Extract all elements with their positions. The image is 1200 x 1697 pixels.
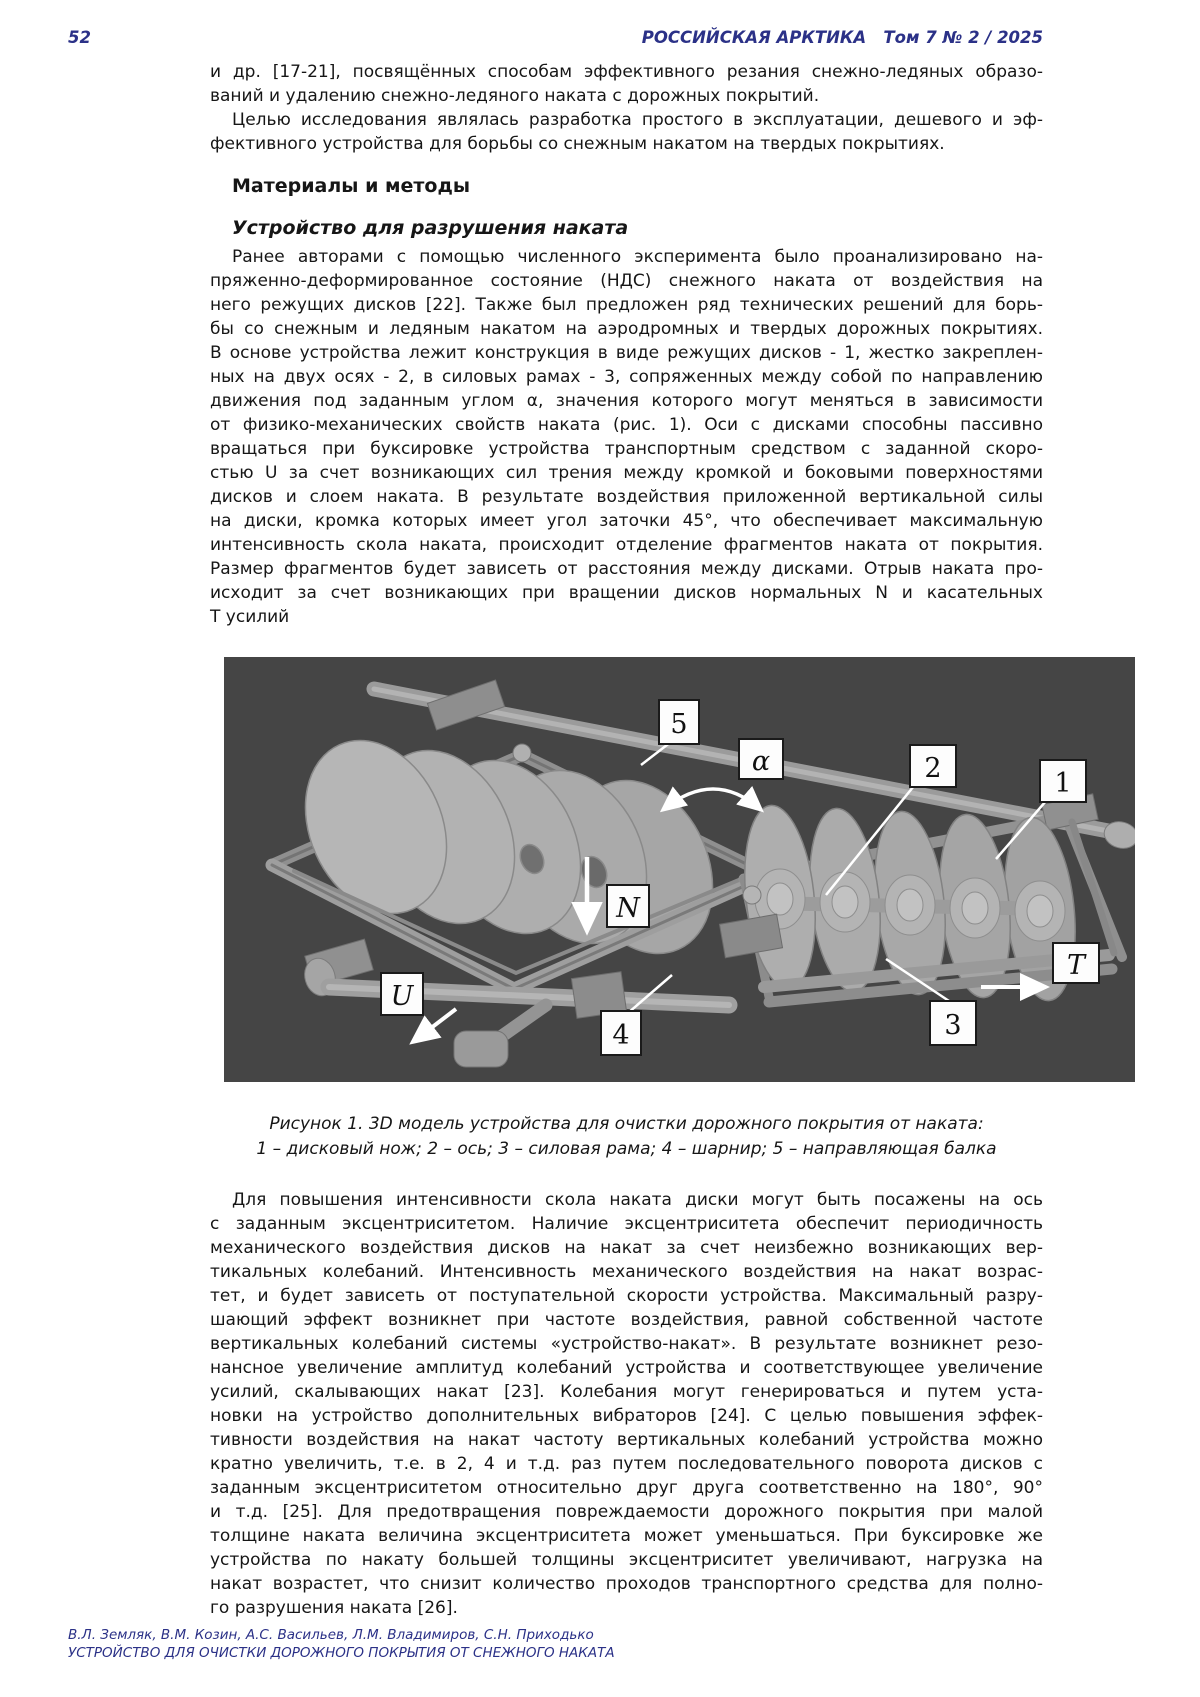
text-line: нансное увеличение амплитуд колебаний устройства и соответствующее увеличение	[210, 1358, 1043, 1378]
figure-3d-model	[224, 657, 1135, 1082]
article-body	[210, 60, 1086, 1620]
text-line: вертикальных колебаний системы «устройство-накат». В результате возникнет резо-	[210, 1334, 1043, 1354]
svg-text:N: N	[616, 893, 640, 924]
label-beam-5	[659, 700, 699, 744]
label-alpha	[739, 739, 783, 779]
svg-text:5: 5	[670, 709, 688, 740]
footer-article-title: УСТРОЙСТВО ДЛЯ ОЧИСТКИ ДОРОЖНОГО ПОКРЫТИЯ ОТ СНЕЖНОГО НАКАТА	[68, 1645, 615, 1661]
text-line: дисков и слоем наката. В результате воздействия приложенной вертикальной силы	[210, 487, 1043, 507]
text-line: устройства по накату большей толщины эксцентриситет увеличивают, нагрузка на	[210, 1550, 1043, 1570]
figure-caption-line1: Рисунок 1. 3D модель устройства для очистки дорожного покрытия от наката:	[269, 1114, 984, 1134]
text-line: ваний и удалению снежно-ледяного наката с дорожных покрытий.	[210, 86, 820, 106]
text-line: движения под заданным углом α, значения которого могут меняться в зависимости	[210, 391, 1043, 411]
svg-text:1: 1	[1054, 768, 1072, 799]
svg-text:2: 2	[924, 753, 942, 784]
figure-caption-line2: 1 – дисковый нож; 2 – ось; 3 – силовая рама; 4 – шарнир; 5 – направляющая балка	[256, 1139, 997, 1159]
label-hinge-4	[601, 1011, 641, 1055]
text-line: Т усилий	[210, 607, 290, 627]
text-line: на диски, кромка которых имеет угол заточки 45°, что обеспечивает максимальную	[210, 511, 1043, 531]
text-line: и др. [17-21], посвящённых способам эффективного резания снежно-ледяных образо-	[210, 62, 1043, 82]
text-line: Размер фрагментов будет зависеть от расстояния между дисками. Отрыв наката про-	[210, 559, 1043, 579]
paragraph-3	[210, 245, 1043, 629]
text-line: него режущих дисков [22]. Также был предложен ряд технических решений для борь-	[210, 295, 1043, 315]
section-heading: Материалы и методы	[232, 175, 471, 197]
text-line: с заданным эксцентриситетом. Наличие эксцентриситета обеспечит периодичность	[210, 1214, 1043, 1234]
text-line: и т.д. [25]. Для предотвращения повреждаемости дорожного покрытия при малой	[210, 1502, 1043, 1522]
paragraph-4	[210, 1188, 1043, 1620]
text-line: новки на устройство дополнительных вибраторов [24]. С целью повышения эффек-	[210, 1406, 1043, 1426]
text-line: пряженно-деформированное состояние (НДС) снежного наката от воздействия на	[210, 271, 1043, 291]
label-axis-2	[910, 745, 956, 787]
footer-authors: В.Л. Земляк, В.М. Козин, А.С. Васильев, Л.М. Владимиров, С.Н. Приходько	[68, 1627, 594, 1643]
label-disc-1	[1040, 760, 1086, 802]
pivot-joint	[513, 744, 531, 762]
text-line: Ранее авторами с помощью численного эксперимента было проанализировано на-	[232, 247, 1043, 267]
text-line: тет, и будет зависеть от поступательной скорости устройства. Максимальный разру-	[210, 1286, 1043, 1306]
text-line: ных на двух осях - 2, в силовых рамах - 3, сопряженных между собой по направлению	[210, 367, 1043, 387]
journal-title: РОССИЙСКАЯ АРКТИКА Том 7 № 2 / 2025	[641, 28, 1043, 47]
text-line: исходит за счет возникающих при вращении дисков нормальных N и касательных	[210, 583, 1043, 603]
svg-text:T: T	[1066, 950, 1086, 981]
text-line: В основе устройства лежит конструкция в виде режущих дисков - 1, жестко закреплен-	[210, 343, 1043, 363]
text-line: Целью исследования являлась разработка простого в эксплуатации, дешевого и эф-	[232, 110, 1043, 130]
label-speed-U	[381, 973, 423, 1015]
label-force-T	[1053, 943, 1099, 983]
subsection-heading: Устройство для разрушения наката	[232, 217, 629, 239]
text-line: механического воздействия дисков на накат за счет неизбежно возникающих вер-	[210, 1238, 1043, 1258]
svg-text:4: 4	[612, 1020, 630, 1051]
text-line: от физико-механических свойств наката (рис. 1). Оси с дисками способны пассивно	[210, 415, 1043, 435]
paragraph-2	[210, 108, 1043, 156]
page-number: 52	[68, 28, 91, 47]
text-line: накат возрастет, что снизит количество проходов транспортного средства для полно-	[210, 1574, 1043, 1594]
page-footer	[68, 1626, 615, 1662]
label-force-N	[607, 885, 649, 927]
page-header	[68, 28, 1043, 47]
text-line: кратно увеличить, т.е. в 2, 4 и т.д. раз путем последовательного поворота дисков с	[210, 1454, 1043, 1474]
text-line: бы со снежным и ледяным накатом на аэродромных и твердых дорожных покрытиях.	[210, 319, 1043, 339]
svg-text:U: U	[390, 981, 414, 1012]
text-line: толщине наката величина эксцентриситета может уменьшаться. При буксировке же	[210, 1526, 1043, 1546]
text-line: тивности воздействия на накат частоту вертикальных колебаний устройства можно	[210, 1430, 1043, 1450]
text-line: вращаться при буксировке устройства транспортным средством с заданной скоро-	[210, 439, 1043, 459]
hitch-knob	[454, 1031, 508, 1067]
text-line: усилий, скалывающих накат [23]. Колебания могут генерироваться и путем уста-	[210, 1382, 1043, 1402]
svg-text:α: α	[751, 746, 771, 777]
text-line: го разрушения наката [26].	[210, 1598, 458, 1618]
text-line: фективного устройства для борьбы со снежным накатом на твердых покрытиях.	[210, 134, 945, 154]
figure-caption	[210, 1112, 1043, 1162]
svg-text:3: 3	[944, 1010, 962, 1041]
paragraph-1	[210, 60, 1043, 108]
label-frame-3	[930, 1001, 976, 1045]
text-line: интенсивность скола наката, происходит отделение фрагментов наката от покрытия.	[210, 535, 1043, 555]
text-line: тикальных колебаний. Интенсивность механического воздействия на накат возрас-	[210, 1262, 1043, 1282]
text-line: заданным эксцентриситетом относительно друг друга соответственно на 180°, 90°	[210, 1478, 1043, 1498]
text-line: Для повышения интенсивности скола наката диски могут быть посажены на ось	[232, 1190, 1043, 1210]
text-line: стью U за счет возникающих сил трения между кромкой и боковыми поверхностями	[210, 463, 1043, 483]
text-line: шающий эффект возникнет при частоте воздействия, равной собственной частоте	[210, 1310, 1043, 1330]
